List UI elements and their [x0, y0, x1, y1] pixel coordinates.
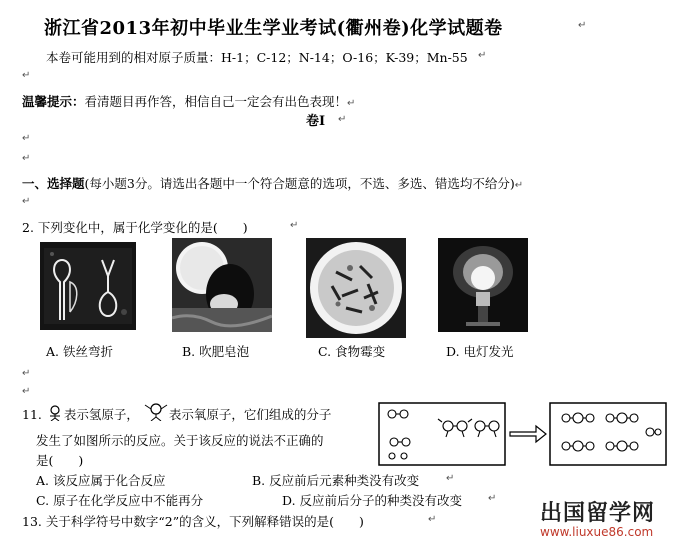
paragraph-mark: ↵	[290, 220, 299, 231]
q2-option-d: D. 电灯发光	[446, 344, 514, 359]
tip-label: 温馨提示：	[22, 94, 85, 109]
q13-stem: 13. 关于科学符号中数字“2”的含义，下列解释错误的是( )	[22, 514, 364, 529]
q2-option-b: B. 吹肥皂泡	[182, 344, 250, 359]
q2-option-a: A. 铁丝弯折	[46, 344, 113, 359]
paragraph-mark: ↵	[446, 473, 455, 484]
paragraph-mark: ↵	[514, 180, 524, 191]
q11-text-2: 表示氧原子，它们组成的分子	[168, 407, 332, 422]
paragraph-mark: ↵	[428, 514, 437, 525]
atomic-masses: 本卷可能用到的相对原子质量：H-1；C-12；N-14；O-16；K-39；Mn-55	[46, 50, 468, 65]
light-bulb-glowing-image	[438, 238, 528, 332]
hydrogen-atom-icon	[46, 405, 64, 421]
q11-option-b: B. 反应前后元素种类没有改变	[252, 473, 420, 488]
site-watermark	[540, 496, 655, 539]
q11-line-3: 是( )	[36, 453, 84, 468]
q11-option-c: C. 原子在化学反应中不能再分	[36, 493, 204, 508]
section-title: 卷Ⅰ	[306, 114, 326, 129]
paragraph-mark: ↵	[22, 70, 31, 81]
paragraph-mark: ↵	[478, 50, 487, 61]
q11-number: 11.	[22, 407, 42, 422]
q11-option-d: D. 反应前后分子的种类没有改变	[282, 493, 463, 508]
part-one-heading	[22, 174, 523, 192]
paragraph-mark: ↵	[22, 386, 31, 397]
watermark-text: 出国留学网	[540, 501, 656, 526]
paragraph-mark: ↵	[22, 153, 31, 164]
oxygen-atom-icon	[143, 403, 169, 421]
blowing-soap-bubbles-image	[172, 238, 272, 332]
part-one-desc: (每小题3分。请选出各题中一个符合题意的选项，不选、多选、错选均不给分)	[84, 176, 515, 191]
iron-wire-bending-image	[40, 242, 136, 330]
paragraph-mark: ↵	[338, 114, 347, 125]
q11-line-1	[22, 403, 331, 423]
paragraph-mark: ↵	[22, 368, 31, 379]
paragraph-mark: ↵	[22, 133, 31, 144]
q2-option-c: C. 食物霉变	[318, 344, 386, 359]
moldy-food-image	[306, 238, 406, 338]
tip-text: 看清题目再作答，相信自己一定会有出色表现！	[84, 94, 348, 109]
tip-line	[22, 92, 355, 110]
q11-text-1: 表示氢原子，	[63, 407, 139, 422]
watermark-url: www.liuxue86.com	[540, 525, 654, 539]
part-one-title: 一、选择题	[22, 176, 85, 191]
paragraph-mark: ↵	[347, 98, 356, 109]
exam-title: 浙江省2013年初中毕业生学业考试(衢州卷)化学试题卷	[44, 18, 503, 39]
paragraph-mark: ↵	[22, 196, 31, 207]
paragraph-mark: ↵	[578, 20, 587, 31]
q11-line-2: 发生了如图所示的反应。关于该反应的说法不正确的	[36, 433, 324, 448]
paragraph-mark: ↵	[488, 493, 497, 504]
q2-stem: 2. 下列变化中，属于化学变化的是( )	[22, 220, 248, 235]
q11-option-a: A. 该反应属于化合反应	[36, 473, 166, 488]
reaction-diagram	[378, 402, 668, 470]
